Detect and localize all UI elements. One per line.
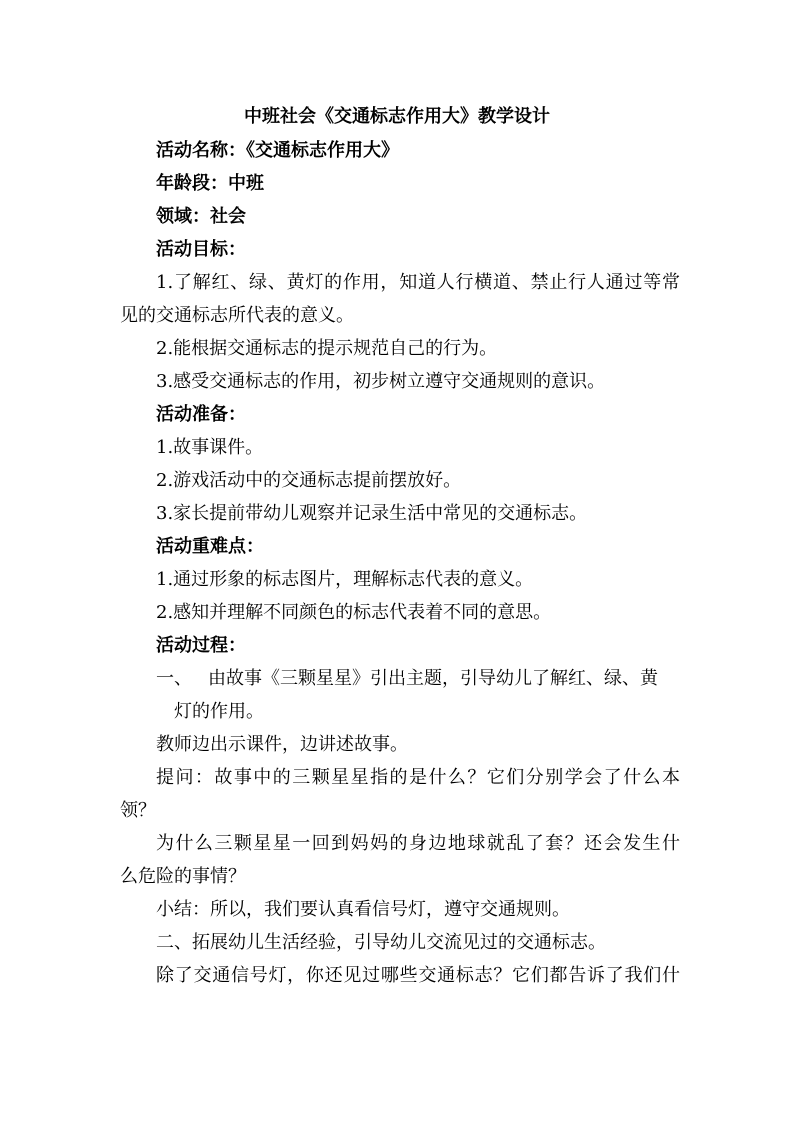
activity-name: 活动名称：《交通标志作用大》 bbox=[156, 140, 399, 161]
key-heading: 活动重难点： bbox=[156, 536, 264, 557]
step-1-text: 由故事《三颗星星》引出主题，引导幼儿了解红、绿、黄 bbox=[208, 668, 658, 689]
goal-1-line-1: 1.了解红、绿、黄灯的作用，知道人行横道、禁止行人通过等常 bbox=[156, 272, 680, 293]
prep-1: 1.故事课件。 bbox=[156, 437, 264, 458]
step-1-line-2: 灯的作用。 bbox=[174, 701, 264, 722]
key-2: 2.感知并理解不同颜色的标志代表着不同的意思。 bbox=[156, 602, 552, 623]
prep-heading: 活动准备： bbox=[156, 404, 246, 425]
why-line-2: 么危险的事情？ bbox=[120, 866, 246, 887]
process-heading: 活动过程： bbox=[156, 635, 246, 656]
goals-heading: 活动目标： bbox=[156, 239, 246, 260]
step-1-number: 一、 bbox=[156, 668, 192, 689]
prep-3: 3.家长提前带幼儿观察并记录生活中常见的交通标志。 bbox=[156, 503, 588, 524]
document-title: 中班社会《交通标志作用大》教学设计 bbox=[244, 106, 550, 127]
summary-paragraph: 小结：所以，我们要认真看信号灯，遵守交通规则。 bbox=[156, 899, 570, 920]
question-line-2: 领？ bbox=[120, 800, 156, 821]
goal-1-line-2: 见的交通标志所代表的意义。 bbox=[120, 305, 354, 326]
step-2: 二、拓展幼儿生活经验，引导幼儿交流见过的交通标志。 bbox=[156, 932, 606, 953]
age-group: 年龄段：中班 bbox=[156, 173, 264, 194]
step-1-line-1 bbox=[120, 666, 680, 692]
question-line-1: 提问：故事中的三颗星星指的是什么？它们分别学会了什么本 bbox=[156, 767, 680, 788]
other-signs-line-1: 除了交通信号灯，你还见过哪些交通标志？它们都告诉了我们什 bbox=[156, 965, 680, 986]
teacher-paragraph: 教师边出示课件，边讲述故事。 bbox=[156, 734, 408, 755]
why-line-1: 为什么三颗星星一回到妈妈的身边地球就乱了套？还会发生什 bbox=[156, 833, 680, 854]
prep-2: 2.游戏活动中的交通标志提前摆放好。 bbox=[156, 470, 462, 491]
key-1: 1.通过形象的标志图片，理解标志代表的意义。 bbox=[156, 569, 534, 590]
domain-field: 领域：社会 bbox=[156, 206, 246, 227]
goal-2: 2.能根据交通标志的提示规范自己的行为。 bbox=[156, 338, 498, 359]
goal-3: 3.感受交通标志的作用，初步树立遵守交通规则的意识。 bbox=[156, 371, 606, 392]
